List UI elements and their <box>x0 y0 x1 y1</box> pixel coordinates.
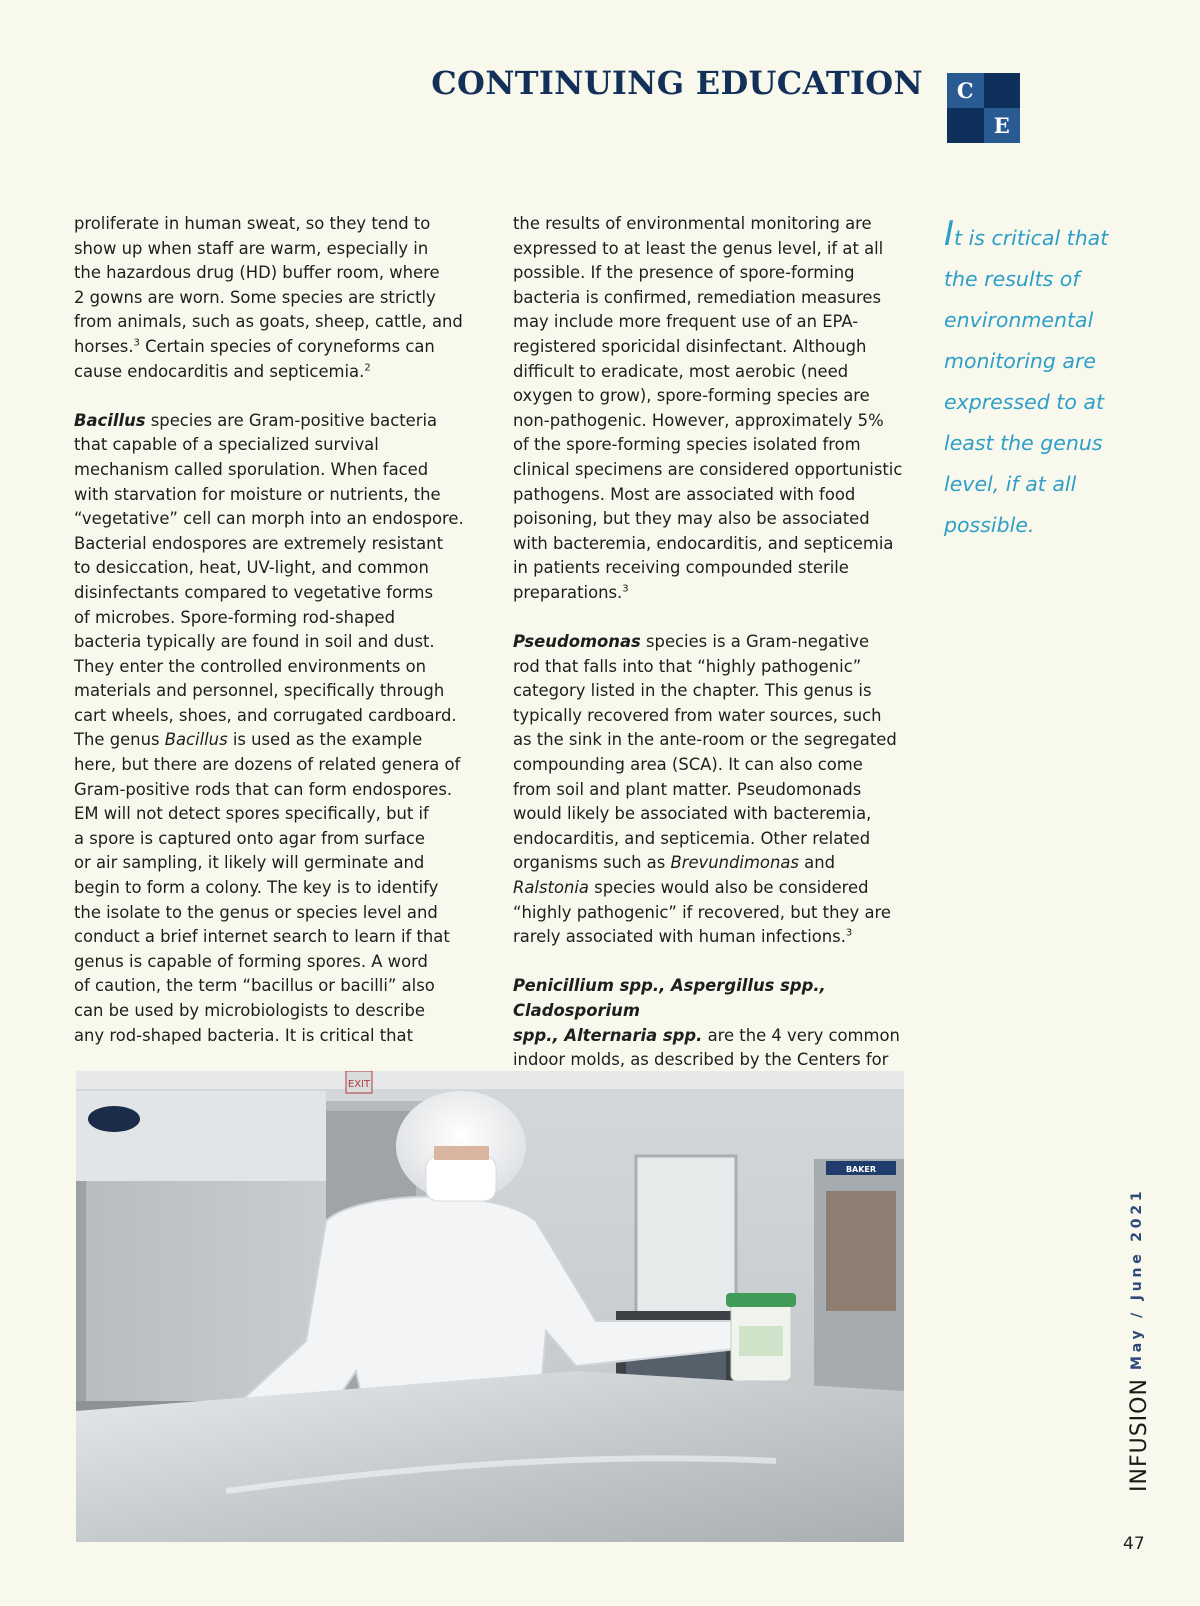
ceiling-strip <box>76 1071 904 1089</box>
paragraph <box>513 974 911 1072</box>
paragraph <box>513 212 911 606</box>
page-number: 47 <box>1123 1534 1145 1554</box>
face-mask <box>426 1156 496 1201</box>
paragraph-text: the results of environmental monitoring are expressed to at least the genus level, if at all possible. If the presence of spore-forming bacteria is confirmed, remediation measures may include more frequent use of an EPA- registered sporicidal disinfectant. Although difficult to eradicate, most aerobic (need oxygen to grow), spore-forming species are non-pathogenic. However, approximately 5% of the spore-forming species isolated from clinical specimens are considered opportunistic pathogens. Most are associated with food poisoning, but they may also be associated with bacteremia, endocarditis, and septicemia in patients receiving compounded sterile preparations. <box>513 214 903 602</box>
paragraph-text: Certain species of coryneforms can cause endocarditis and septicemia. <box>74 336 435 381</box>
cabinet-interior <box>826 1191 896 1311</box>
genus-name: Ralstonia <box>513 878 589 898</box>
genus-lead: Penicillium spp., Aspergillus spp., Cladosporium spp., Alternaria spp. <box>513 976 826 1045</box>
paragraph-text: species would also be considered “highly pathogenic” if recovered, but they are rarely associated with human infections. <box>513 878 891 947</box>
issue-date: May / June 2021 <box>1129 1187 1145 1370</box>
logo-square <box>947 108 984 143</box>
logo-square <box>984 73 1021 108</box>
paragraph-text: are the 4 very common indoor molds, as described by the Centers for <box>513 1025 900 1070</box>
cleanroom-illustration <box>76 1071 904 1542</box>
logo-letter-c: C <box>947 73 984 108</box>
genus-lead: Bacillus <box>74 410 146 430</box>
cleanroom-photo <box>76 1071 904 1542</box>
paragraph <box>513 630 911 950</box>
genus-name: Brevundimonas <box>670 853 799 873</box>
logo-letter-e: E <box>984 108 1021 143</box>
paragraph <box>74 409 464 1048</box>
pull-quote <box>944 214 1164 546</box>
reference-marker: 3 <box>622 583 629 595</box>
pull-quote-text: t is critical that the results of environmental monitoring are expressed to at least the genus level, if at all possible. <box>944 226 1109 537</box>
genus-lead: Pseudomonas <box>513 632 641 652</box>
canister-label <box>739 1326 783 1356</box>
paragraph-text: species are Gram-positive bacteria that capable of a specialized survival mechanism called sporulation. When faced with starvation for moisture or nutrients, the “vegetative” cell can morph into an endospore. Bacterial endospores are extremely resistant to desiccation, heat, UV-light, and common disinfectants compared to vegetative forms of microbes. Spore-forming rod-shaped bacteria typically are found in soil and dust. They enter the controlled environments on materials and personnel, specifically through cart wheels, shoes, and corrugated cardboard. The genus <box>74 410 464 750</box>
article-column-left <box>74 212 464 1073</box>
paragraph-text: is used as the example here, but there are dozens of related genera of Gram-positive rods that can form endospores. EM will not detect spores specifically, but if a spore is captured onto agar from surface or air sampling, it likely will germinate and begin to form a colony. The key is to identify the isolate to the genus or species level and conduct a brief internet search to learn if that genus is capable of forming spores. A word of caution, the term “bacillus or bacilli” also can be used by microbiologists to describe any rod-shaped bacteria. It is critical that <box>74 730 461 1045</box>
reference-marker: 2 <box>364 362 371 374</box>
svg-text:EXIT: EXIT <box>347 1079 371 1090</box>
pull-quote-dropcap: I <box>944 214 955 254</box>
canister-lid <box>726 1293 796 1307</box>
article-column-middle <box>513 212 911 1097</box>
paragraph-text: proliferate in human sweat, so they tend to show up when staff are warm, especially in the hazardous drug (HD) buffer room, where 2 gowns are worn. Some species are strictly from animals, such as goats, sheep, cattle, and horses. <box>74 214 463 356</box>
pass-through-window <box>636 1156 736 1316</box>
svg-text:BAKER: BAKER <box>845 1165 877 1174</box>
section-title: CONTINUING EDUCATION <box>431 64 923 102</box>
ce-logo <box>947 73 1020 143</box>
paragraph-text: and <box>804 853 835 873</box>
cabinet-top <box>76 1091 326 1181</box>
publication-name: INFUSION <box>1127 1378 1152 1492</box>
genus-name: Bacillus <box>164 730 228 750</box>
logo-badge <box>88 1106 140 1132</box>
face <box>434 1146 489 1160</box>
paragraph-text: species is a Gram-negative rod that falls into that “highly pathogenic” category listed in the chapter. This genus is typically recovered from water sources, such as the sink in the ante-room or the segregated compounding area (SCA). It can also come from soil and plant matter. Pseudomonads would likely be associated with bacteremia, endocarditis, and septicemia. Other related organisms such as <box>513 632 897 873</box>
paragraph <box>74 212 464 384</box>
reference-marker: 3 <box>845 927 853 939</box>
reference-marker: 3 <box>133 337 140 349</box>
